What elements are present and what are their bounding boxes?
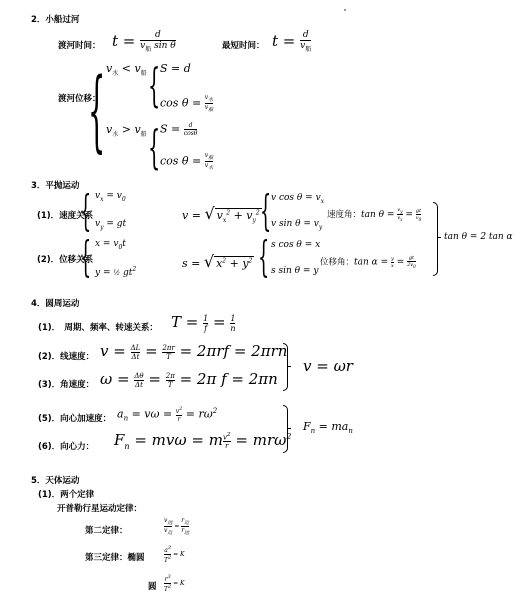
fn-brace-tip [287, 428, 291, 429]
cross-time-formula: t = d $v_船$ sin θ [112, 30, 176, 53]
speed-brace: { [80, 189, 92, 237]
disp-angle: 位移角：tan α = $\frac{y}{x}$ = $\frac{gt}{2v_0}$ [320, 255, 416, 269]
y-eq: y = ½ $gt^2$ [95, 266, 137, 278]
fn-formula: $F_n = ma_n$ [303, 420, 353, 436]
period-formula: T = $\frac{1}{f}$ = $\frac{1}{n}$ [171, 313, 236, 333]
section-2-title: 2．小船过河 [31, 15, 80, 25]
case1-cos: cos θ = $v_水$ $v_船$ [160, 94, 214, 114]
ssin-eq: s sin θ = y [271, 266, 319, 276]
law3-label: 第三定律：椭圆 [85, 553, 145, 563]
speck [344, 9, 346, 11]
circle-formula: $\frac{r^3}{T^2}$ = K [164, 574, 185, 593]
vsin-eq: v $\sin \theta = v_y$ [271, 219, 323, 231]
centripetal-force-label: (6)．向心力： [38, 442, 95, 452]
speed-relation-label: (1)．速度关系 [37, 211, 94, 221]
closing-brace [433, 202, 438, 276]
x-eq: $x = v_0t$ [95, 239, 126, 251]
scos-eq: s cos θ = x [271, 240, 321, 250]
case2-cond: $v_水 > v_船$ [106, 123, 147, 139]
disp-relation-label: (2)．位移关系 [37, 255, 94, 265]
cross-time-label: 渡河时间： [58, 41, 101, 51]
centripetal-force-formula: $F_n = mv\omega = m$ $\frac{v^2}{r}$ = mrω$^2$ [114, 431, 292, 451]
vx-eq: $v_x = v_0$ [95, 191, 126, 203]
outer-brace: { [88, 60, 106, 164]
vy-eq: $v_y$ = gt [95, 219, 127, 231]
min-time-label: 最短时间： [222, 41, 265, 51]
two-laws-label: (1)．两个定律 [38, 490, 95, 500]
closing-brace-tip [437, 237, 441, 238]
strig-brace: { [258, 235, 270, 283]
angular-speed-formula: ω = $\frac{\Delta\theta}{\Delta t}$ = $\frac{2\pi}{T}$ = 2π f = 2πn [100, 370, 278, 389]
tan-relation: tan θ = 2 tan α [444, 232, 513, 242]
fn-brace [283, 405, 288, 453]
cross-disp-label: 渡河位移： [58, 94, 101, 104]
kepler-label: 开普勒行星运动定律： [57, 504, 143, 514]
min-time-formula: t = d $v_船$ [272, 30, 312, 53]
linear-speed-formula: v = $\frac{\Delta L}{\Delta t}$ = $\frac{2\pi r}{T}$ = 2πrf = 2πrn [100, 342, 288, 361]
vcos-eq: v $\cos \theta = v_x$ [271, 193, 325, 205]
speed-angle: 速度角：tan θ = $\frac{v_y}{v_x}$ = $\frac{gt}{v_0}$ [327, 207, 422, 222]
circle-label: 圆 [148, 582, 157, 592]
v-omega-formula: v = ωr [303, 357, 353, 375]
angular-speed-label: (3)．角速度： [38, 380, 95, 390]
case1-brace: { [148, 59, 161, 113]
case2-s: S = $\frac{d}{\cos\theta}$ [160, 122, 198, 137]
centripetal-acc-label: (5)．向心加速度： [38, 414, 112, 424]
case2-brace: { [148, 121, 161, 175]
case2-cos: cos θ = $v_船$ $v_水$ [160, 152, 214, 172]
v-magnitude: v = √ $v_x^2 + v_y^2$ [182, 204, 260, 225]
vtrig-brace: { [260, 189, 272, 237]
case1-cond: $v_水 < v_船$ [106, 62, 147, 78]
case1-s: S = d [160, 62, 191, 75]
period-label: (1)． 周期、频率、转速关系： [38, 323, 158, 333]
s-magnitude: s = √ $x^2 + y^2$ [182, 252, 253, 271]
v-omega-brace [283, 343, 288, 391]
disp-brace: { [80, 235, 92, 283]
law2-label: 第二定律： [85, 526, 128, 536]
v-omega-brace-tip [287, 366, 291, 367]
linear-speed-label: (2)．线速度： [38, 352, 95, 362]
centripetal-acc-formula: $a_n = v\omega$ = $\frac{v^2}{r}$ = $r\omega^2$ [117, 406, 218, 423]
law2-formula: $v_远$ $v_近$ = $r_近$ $r_远$ [164, 517, 190, 537]
section-5-title: 5．天体运动 [31, 476, 80, 486]
section-3-title: 3．平抛运动 [31, 181, 80, 191]
law3-formula: $\frac{a^3}{T^2}$ = K [164, 545, 185, 564]
section-4-title: 4．圆周运动 [31, 299, 80, 309]
